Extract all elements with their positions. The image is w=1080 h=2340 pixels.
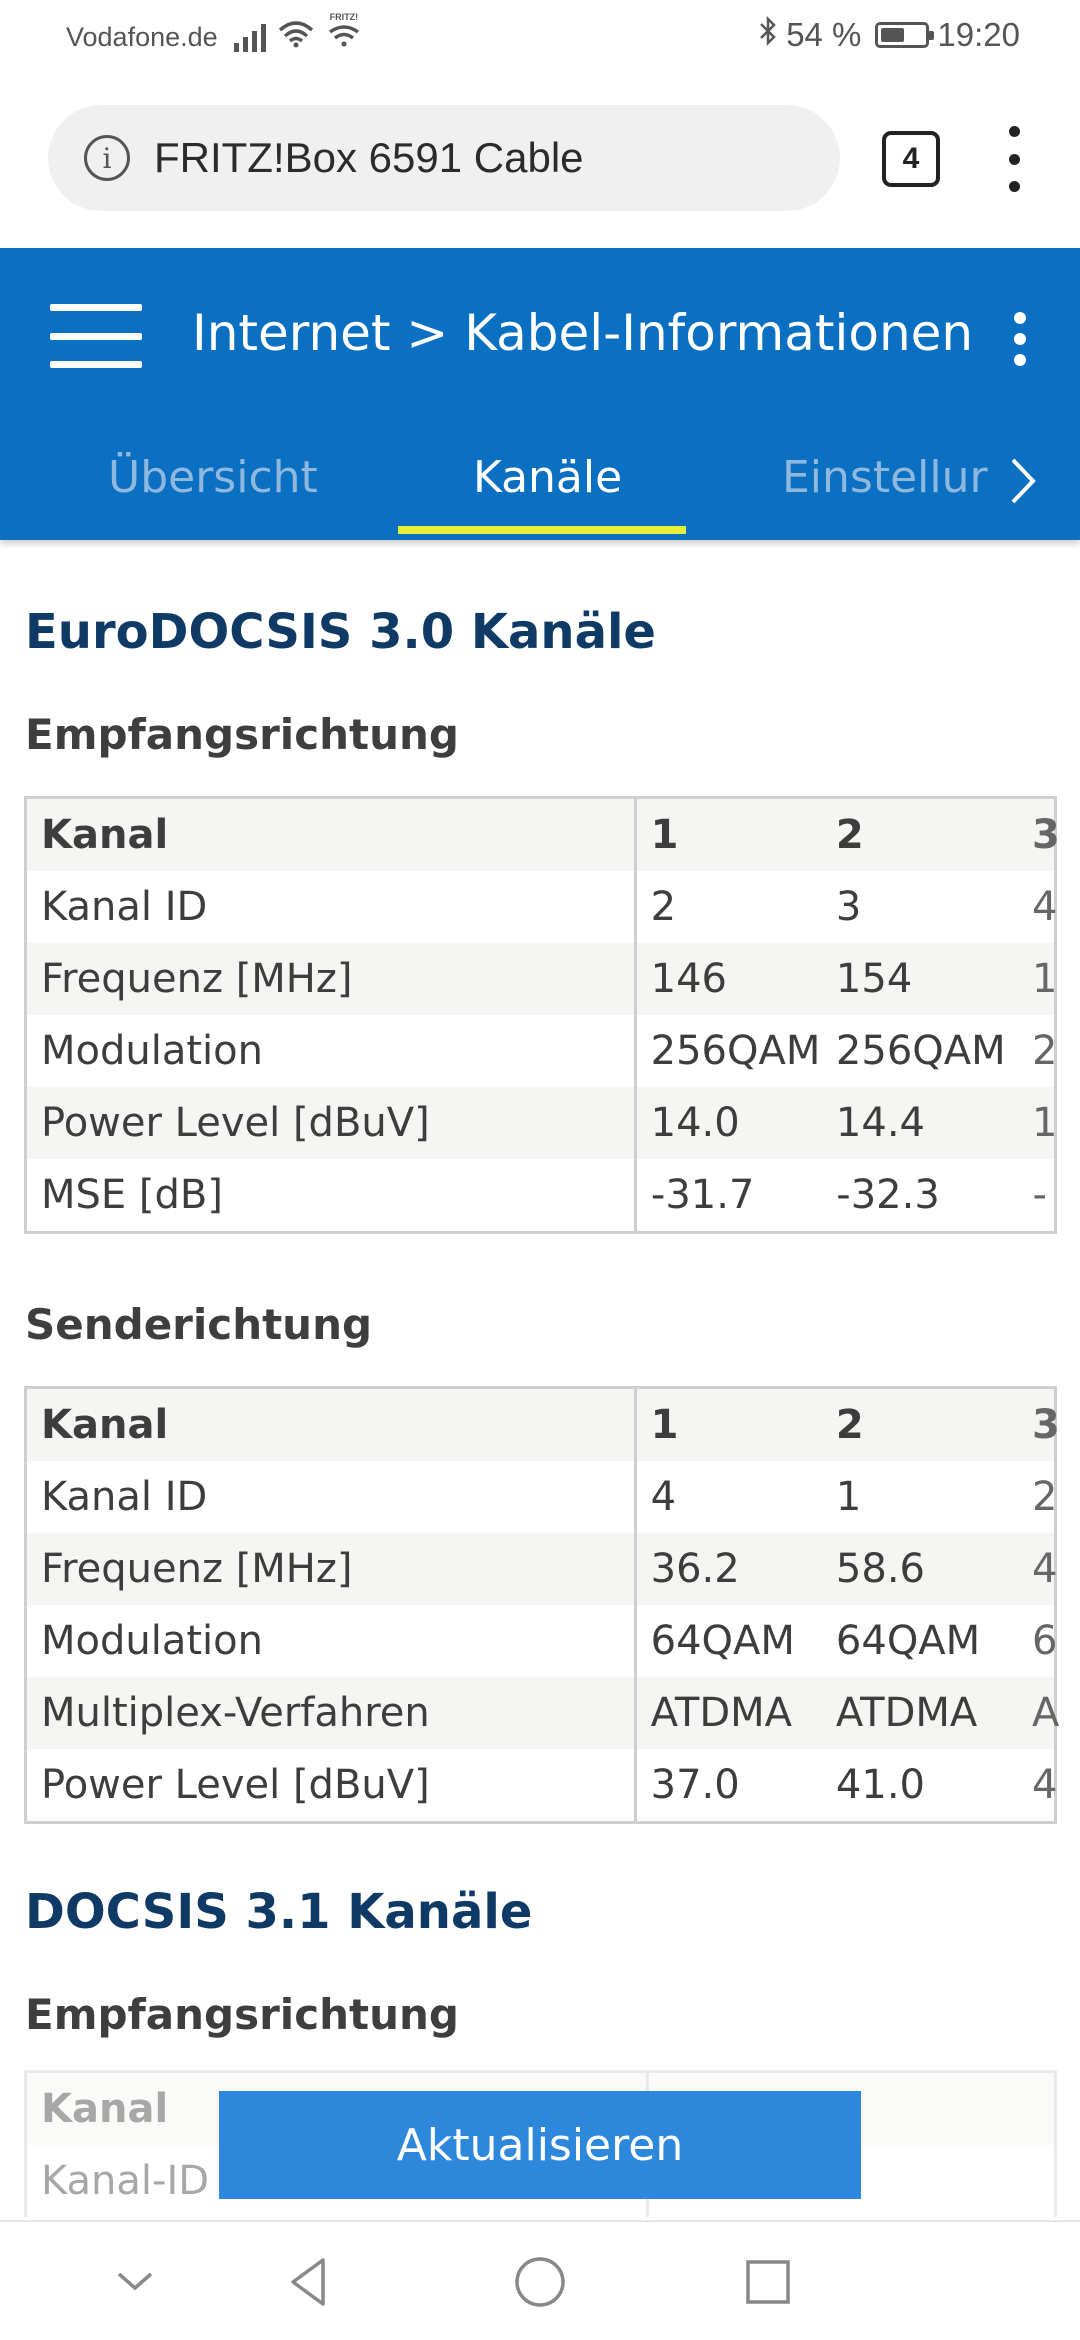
clock: 19:20 — [937, 16, 1020, 53]
row-label: Frequenz [MHz] — [27, 943, 637, 1015]
table-cell: 1 — [650, 1402, 679, 1448]
browser-menu-icon[interactable] — [996, 126, 1032, 192]
table-cell: 36.2 — [650, 1546, 740, 1592]
app-header — [0, 248, 1080, 540]
table-cell: A — [1032, 1690, 1060, 1736]
bluetooth-icon — [758, 16, 778, 54]
table-row — [27, 1605, 1058, 1677]
table-row — [27, 1159, 1054, 1231]
table-cell: 1 — [1032, 956, 1058, 1002]
table-cell: 2 — [1032, 1028, 1058, 1074]
recents-icon[interactable] — [736, 2250, 800, 2314]
table-cell: 146 — [650, 956, 727, 1002]
subsection-title-downstream: Empfangsrichtung — [25, 710, 459, 759]
header-menu-icon[interactable] — [1010, 312, 1030, 366]
table-row — [27, 1087, 1058, 1159]
table-row — [27, 1749, 1058, 1821]
table-cell: 14.0 — [650, 1100, 740, 1146]
row-label: Modulation — [27, 1605, 637, 1677]
row-label: Power Level [dBuV] — [27, 1087, 637, 1159]
back-icon[interactable] — [277, 2250, 341, 2314]
table-cell: 37.0 — [650, 1762, 740, 1808]
carrier-name: Vodafone.de — [66, 22, 218, 52]
table-row — [27, 1677, 1060, 1749]
fritz-hotspot-label: FRITZ! — [329, 12, 359, 22]
table-cell: 3 — [1032, 812, 1060, 858]
section-title-docsis31: DOCSIS 3.1 Kanäle — [25, 1884, 533, 1940]
table-cell: ATDMA — [650, 1690, 792, 1736]
tab-overview[interactable]: Übersicht — [108, 452, 318, 503]
table-header-row — [27, 1389, 1060, 1461]
tab-settings[interactable]: Einstellur — [782, 452, 988, 503]
table-cell: 64QAM — [650, 1618, 795, 1664]
row-label: Frequenz [MHz] — [27, 1533, 637, 1605]
status-left — [66, 12, 362, 55]
browser-toolbar — [0, 78, 1080, 248]
chevron-right-icon[interactable] — [1008, 456, 1038, 506]
table-cell: 2 — [835, 1402, 864, 1448]
table-cell: 4 — [1032, 884, 1058, 930]
main-content — [0, 540, 1080, 2220]
subsection-title-downstream31: Empfangsrichtung — [25, 1990, 459, 2039]
row-label: Modulation — [27, 1015, 637, 1087]
battery-percent: 54 % — [786, 16, 862, 53]
table-cell: -31.7 — [650, 1172, 755, 1218]
row-label: Kanal — [27, 2073, 649, 2145]
row-label: Kanal ID — [27, 1461, 637, 1533]
info-icon[interactable]: i — [84, 135, 130, 181]
table-cell: ATDMA — [835, 1690, 978, 1736]
table-cell: 2 — [650, 884, 677, 930]
chevron-down-icon[interactable] — [103, 2250, 167, 2314]
table-cell: 2 — [1032, 1474, 1058, 1520]
row-label: Power Level [dBuV] — [27, 1749, 637, 1821]
row-label: Kanal — [27, 799, 637, 871]
table-cell: -32.3 — [836, 1172, 940, 1218]
tab-channels[interactable]: Kanäle — [473, 452, 623, 503]
table-cell: 256QAM — [650, 1028, 821, 1074]
refresh-button[interactable]: Aktualisieren — [219, 2091, 861, 2199]
section-title-docsis30: EuroDOCSIS 3.0 Kanäle — [25, 604, 656, 660]
table-cell: 3 — [1032, 1402, 1060, 1448]
address-bar[interactable] — [48, 105, 840, 211]
table-row — [27, 1461, 1058, 1533]
upstream30-table — [24, 1386, 1060, 1824]
hamburger-menu-icon[interactable] — [50, 304, 142, 368]
address-bar-text[interactable]: FRITZ!Box 6591 Cable — [154, 134, 584, 181]
subsection-title-upstream: Senderichtung — [25, 1300, 373, 1349]
table-row — [27, 1533, 1058, 1605]
table-row — [27, 943, 1058, 1015]
wifi-icon — [278, 20, 314, 55]
table-cell: 14.4 — [835, 1100, 925, 1146]
table-cell: 4 — [1032, 1546, 1058, 1592]
table-cell: 6 — [1032, 1618, 1058, 1664]
row-label: Multiplex-Verfahren — [27, 1677, 637, 1749]
home-icon[interactable] — [508, 2250, 572, 2314]
fritz-hotspot-icon — [326, 12, 362, 55]
active-tab-indicator — [398, 526, 686, 534]
row-label: Kanal — [27, 1389, 637, 1461]
table-row — [27, 871, 1058, 943]
page-title: Internet > Kabel-Informationen — [192, 304, 974, 362]
table-cell: 4 — [1032, 1762, 1058, 1808]
table-cell: 58.6 — [835, 1546, 925, 1592]
table-cell: 1 — [650, 812, 679, 858]
signal-icon — [234, 24, 266, 52]
table-cell: 1 — [1032, 1100, 1058, 1146]
table-cell: 2 — [835, 812, 864, 858]
table-cell: 3 — [835, 884, 862, 930]
table-cell: 4 — [650, 1474, 677, 1520]
table-cell: 64QAM — [835, 1618, 981, 1664]
status-right — [758, 16, 1020, 54]
table-cell: 154 — [835, 956, 913, 1002]
row-label: MSE [dB] — [27, 1159, 637, 1231]
table-row — [27, 1015, 1058, 1087]
row-label: Kanal-ID — [27, 2145, 649, 2217]
tab-switcher-button[interactable]: 4 — [882, 131, 940, 187]
system-nav-bar — [0, 2220, 1080, 2340]
table-cell: 256QAM — [835, 1028, 1006, 1074]
row-label: Kanal ID — [27, 871, 637, 943]
table-cell: - — [1032, 1172, 1047, 1218]
table-cell: 1 — [835, 1474, 862, 1520]
battery-icon — [875, 22, 929, 48]
table-header-row — [27, 799, 1060, 871]
table-cell: 41.0 — [835, 1762, 925, 1808]
downstream30-table — [24, 796, 1060, 1234]
status-bar — [0, 0, 1080, 78]
